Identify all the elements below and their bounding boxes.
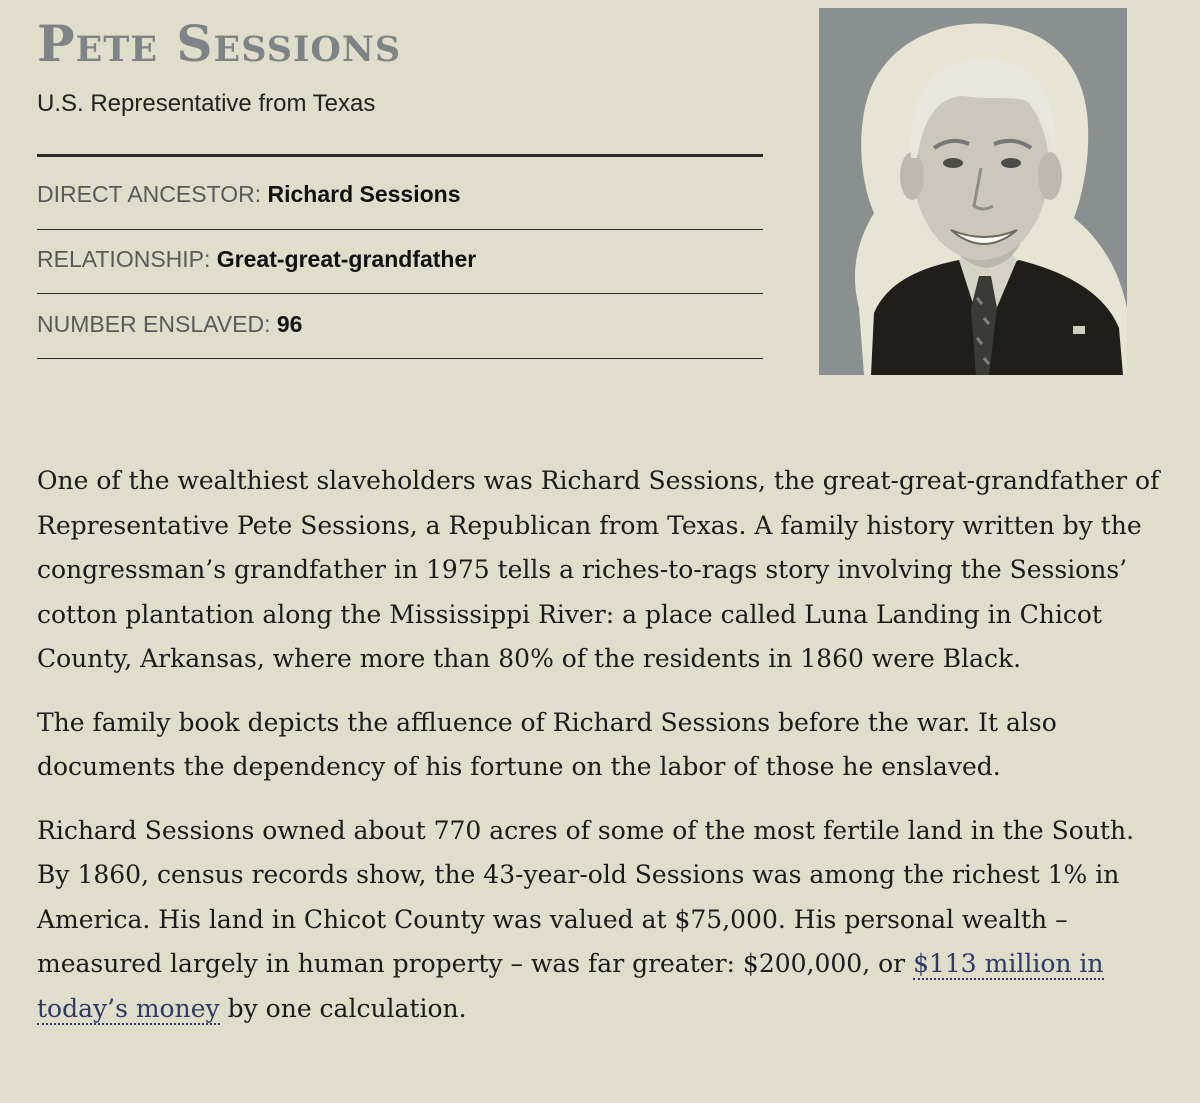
- fact-number-enslaved: [37, 308, 302, 340]
- fact-value: 96: [276, 311, 303, 337]
- fact-divider: [37, 229, 763, 230]
- fact-divider: [37, 293, 763, 294]
- fact-value: Richard Sessions: [267, 181, 461, 207]
- fact-label: DIRECT ANCESTOR:: [37, 181, 262, 207]
- paragraph-text: by one calculation.: [219, 993, 467, 1023]
- fact-direct-ancestor: [37, 178, 461, 210]
- fact-label: NUMBER ENSLAVED:: [37, 311, 271, 337]
- profile-name: Pete Sessions: [37, 14, 402, 73]
- article-body: [37, 459, 1167, 1050]
- paragraph-text: Richard Sessions owned about 770 acres of some of the most fertile land in the South. By 1860, census records show, the 43-year-old Sessions was among the richest 1% in America. His land in Chicot County was valued at $75,000. His personal wealth – measured largely in human property – was far greater: $200,000, or: [37, 815, 1135, 978]
- article-paragraph: The family book depicts the affluence of Richard Sessions before the war. It also documents the dependency of his fortune on the labor of those he enslaved.: [37, 707, 1057, 781]
- article-paragraph: One of the wealthiest slaveholders was Richard Sessions, the great-great-grandfather of Representative Pete Sessions, a Republican from Texas. A family history written by the congressman’s grandfather in 1975 tells a riches-to-rags story involving the Sessions’ cotton plantation along the Mississippi River: a place called Luna Landing in Chicot County, Arkansas, where more than 80% of the residents in 1860 were Black.: [37, 466, 1160, 673]
- portrait-illustration: [819, 8, 1127, 375]
- fact-divider: [37, 358, 763, 359]
- fact-relationship: [37, 243, 476, 275]
- profile-subtitle: U.S. Representative from Texas: [37, 90, 376, 117]
- fact-label: RELATIONSHIP:: [37, 246, 211, 272]
- portrait-photo: [819, 8, 1127, 375]
- article-paragraph: [37, 809, 1167, 1032]
- header-divider: [37, 154, 763, 157]
- fact-value: Great-great-grandfather: [216, 246, 477, 272]
- todays-money-link[interactable]: $113 million in today’s money: [37, 949, 1104, 1023]
